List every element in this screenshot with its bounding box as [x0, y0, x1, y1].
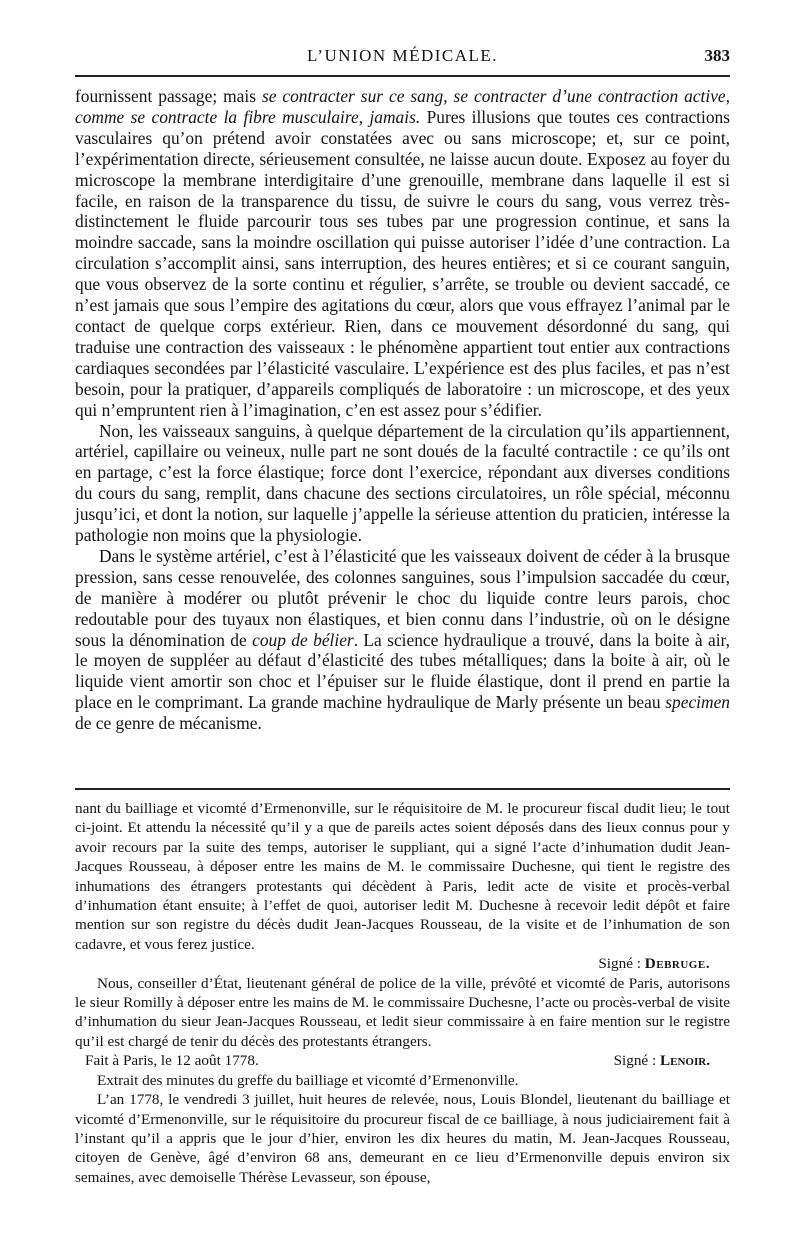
signature-label: Signé : [613, 1052, 660, 1070]
paragraph-1 [75, 86, 730, 421]
note-4: L’an 1778, le vendredi 3 juillet, huit heures de relevée, nous, Louis Blondel, lieutenant du bailliage et vicomté d’Ermenonville, sur le réquisitoire du procureur fiscal de ce bailliage, à nous judiciairement fait à l’instant qu’il a appris que le jour d’hier, environ les dix heures du matin, M. Jean-Jacques Rousseau, citoyen de Genève, âgé d’environ 68 ans, demeurant en ce lieu d’Ermenonville depuis environ six semaines, avec demoiselle Thérèse Levasseur, son épouse, [75, 1091, 730, 1186]
main-text [75, 86, 730, 734]
paragraph-1-italic: se contracter sur ce sang, se contracter d’une contraction active, comme se contracte la fibre musculaire, jamais. [75, 86, 730, 127]
signature-name: Lenoir. [660, 1052, 710, 1070]
running-title: L’UNION MÉDICALE. [306, 46, 499, 65]
signature-label: Signé : [598, 955, 645, 973]
note-3: Extrait des minutes du greffe du bailliage et vicomté d’Ermenonville. [97, 1071, 519, 1089]
paragraph-3-start: Dans le système artériel, c’est à l’élasticité que les vaisseaux doivent de céder à la brusque pression, sans cesse renouvelée, des colonnes sanguines, sous l’impulsion saccadée du cœur, de manière à modérer ou plutôt prévenir le choc du liquide contre leurs parois, choc redoutable pour des tuyaux non élastiques, et bien connu dans l’industrie, où on le désigne sous la dénomination de [75, 545, 730, 650]
paragraph-3-italic-specimen: specimen [665, 692, 730, 713]
paragraph-3-end: de ce genre de mécanisme. [75, 713, 262, 734]
date-line: Fait à Paris, le 12 août 1778. [85, 1052, 259, 1070]
page-number: 383 [704, 46, 730, 65]
page-header [75, 44, 730, 72]
notes-section [75, 799, 730, 1187]
header-rule [75, 75, 730, 77]
note-2: Nous, conseiller d’État, lieutenant général de police de la ville, prévôté et vicomté de Paris, autorisons le sieur Romilly à déposer entre les mains de M. le commissaire Duchesne, l’acte ou procès-verbal de visite d’inhumation du sieur Jean-Jacques Rousseau, et ledit sieur commissaire à en faire mention sur le registre qu’il est chargé de tenir du décès des protestants étrangers. [75, 974, 730, 1050]
signature-debruge [75, 954, 730, 973]
signature-lenoir [614, 1051, 730, 1070]
paragraph-1-start: fournissent passage; mais [75, 86, 262, 106]
paragraph-3-italic-term: coup de bélier [252, 629, 354, 650]
paragraph-3 [75, 546, 730, 734]
paragraph-3-middle: . La science hydraulique a trouvé, dans la boite à air, le moyen de suppléer au défaut d’élasticité des tubes métalliques; dans la boite à air, où le liquide vient amortir son choc et l’épuiser sur le fluide élastique, dont il prend en partie la place en le comprimant. La grande machine hydraulique de Marly présente un beau [75, 629, 730, 713]
notes-rule [75, 788, 730, 790]
note-1: nant du bailliage et vicomté d’Ermenonville, sur le réquisitoire de M. le procureur fiscal dudit lieu; le tout ci-joint. Et attendu la nécessité qu’il y a que de pareils actes soient déposés dans des lieux connus pour y avoir recours par la suite des temps, autoriser le suppliant, qui a signé l’acte d’inhumation dudit Jean-Jacques Rousseau, à déposer entre les mains de M. le commissaire Duchesne, qui tient le registre des inhumations des étrangers protestants qui décèdent à Paris, ledit acte de visite et procès-verbal d’inhumation étant ensuite; à l’effet de quoi, autoriser ledit M. Duchesne à recevoir ledit dépôt et faire mention sur son registre du décès dudit Jean-Jacques Rousseau, de la visite et de l’inhumation de son cadavre, et vous ferez justice. [75, 800, 730, 953]
paragraph-1-rest: Pures illusions que toutes ces contractions vasculaires qu’on prétend avoir constatées avec ou sans microscope; et, sur ce point, l’expérimentation directe, sérieusement consultée, ne laisse aucun doute. Exposez au foyer du microscope la membrane interdigitaire d’une grenouille, membrane dans laquelle il est si facile, en raison de la transparence du tissu, de suivre le cours du sang, vous verrez très-distinctement le fluide parcourir tous ses tubes par une progression continue, et sans la moindre saccade, sans la moindre oscillation qui puisse autoriser l’idée d’une contraction. La circulation s’accomplit ainsi, sans interruption, des heures entières; et si ce courant sanguin, que vous observez de la sorte continu et régulier, s’arrête, se trouble ou devient saccadé, ce n’est jamais que sous l’empire des agitations du cœur, alors que vous effrayez l’animal par le contact de quelque corps extérieur. Rien, dans ce mouvement désordonné du sang, qui traduise une contraction des vaisseaux : le phénomène appartient tout entier aux contractions cardiaques secondées par l’élasticité vasculaire. L’expérience est des plus faciles, et pas n’est besoin, pour la pratiquer, d’appareils compliqués de laboratoire : un microscope, et des yeux qui n’empruntent rien à l’imagination, c’en est assez pour s’édifier. [75, 106, 730, 420]
date-signature-row [75, 1051, 730, 1070]
paragraph-2: Non, les vaisseaux sanguins, à quelque département de la circulation qu’ils appartiennent, artériel, capillaire ou veineux, nulle part ne sont doués de la faculté contractile : ce qu’ils ont en partage, c’est la force élastique; force dont l’exercice, répondant aux diverses conditions du cours du sang, remplit, dans chacune des sections circulatoires, un rôle spécial, méconnu jusqu’ici, et dont la notion, sur laquelle j’appelle la sérieuse attention du praticien, intéresse la pathologie non moins que la physiologie. [75, 420, 730, 546]
signature-name: Debruge. [644, 955, 710, 973]
